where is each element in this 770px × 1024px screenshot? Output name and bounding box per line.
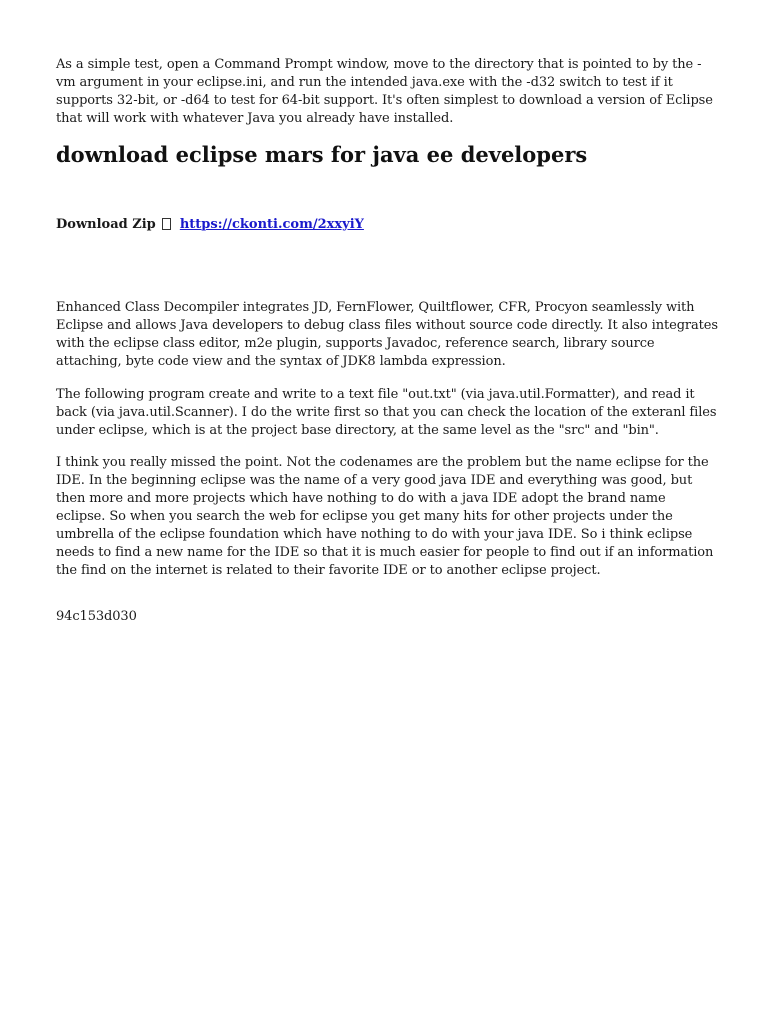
download-line: [56, 216, 364, 234]
body-paragraph-program: The following program create and write to a text file "out.txt" (via java.util.Formatter), and read it back (via java.util.Scanner). I do the write first so that you can check the location of the exteranl files under eclipse, which is at the project base directory, at the same level as the "src" and "bin".: [56, 387, 717, 438]
page-title: download eclipse mars for java ee developers: [56, 142, 588, 167]
intro-paragraph: As a simple test, open a Command Prompt window, move to the directory that is pointed to by the -vm argument in your eclipse.ini, and run the intended java.exe with the -d32 switch to test if it supports 32-bit, or -d64 to test for 64-bit support. It's often simplest to download a version of Eclipse that will work with whatever Java you already have installed.: [56, 57, 713, 126]
body-paragraph-opinion: I think you really missed the point. Not the codenames are the problem but the name eclipse for the IDE. In the beginning eclipse was the name of a very good java IDE and everything was good, but then more and more projects which have nothing to do with a java IDE adopt the brand name eclipse. So when you search the web for eclipse you get many hits for other projects under the umbrella of the eclipse foundation which have nothing to do with your java IDE. So i think eclipse needs to find a new name for the IDE so that it is much easier for people to find out if an information the find on the internet is related to their favorite IDE or to another eclipse project.: [56, 455, 714, 578]
body-paragraph-decompiler: Enhanced Class Decompiler integrates JD, FernFlower, Quiltflower, CFR, Procyon seamlessly with Eclipse and allows Java developers to debug class files without source code directly. It also integrates with the eclipse class editor, m2e plugin, supports Javadoc, reference search, library source attaching, byte code view and the syntax of JDK8 lambda expression.: [56, 300, 718, 369]
download-link[interactable]: https://ckonti.com/2xxyiY: [179, 217, 364, 232]
footer-code: 94c153d030: [56, 609, 137, 624]
arrow-icon: [162, 218, 171, 230]
download-label: Download Zip: [56, 217, 156, 232]
